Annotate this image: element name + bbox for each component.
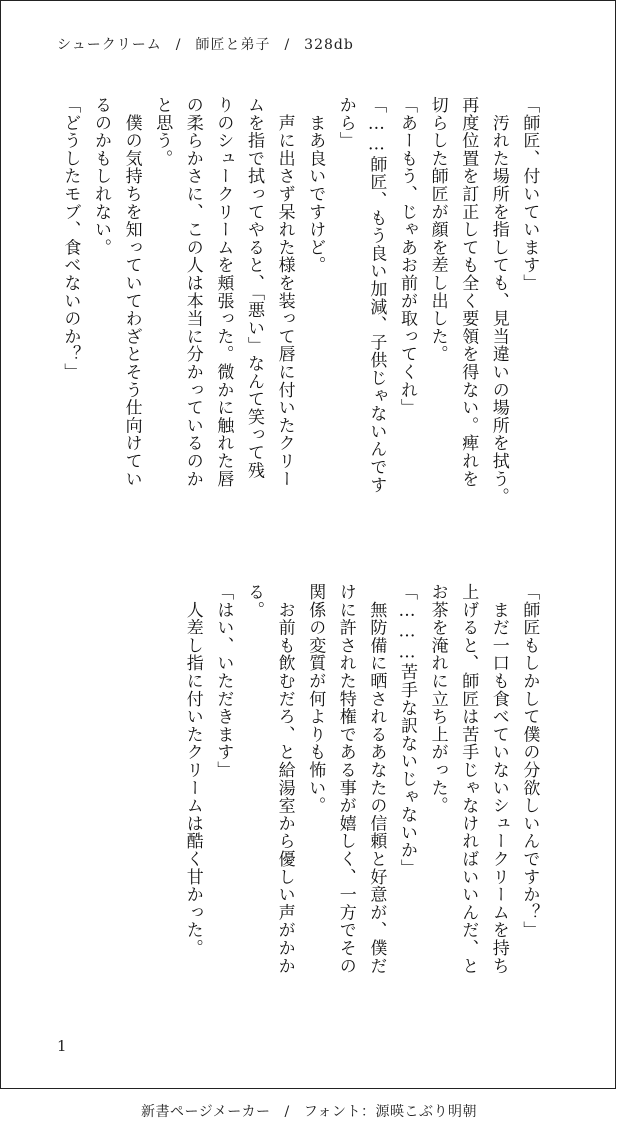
text-column: 汚れた場所を指しても、見当違いの場所を拭う。 <box>488 96 509 506</box>
text-column: ムを指で拭ってやると、「悪い」なんて笑って残 <box>244 96 264 480</box>
header-separator: / <box>284 37 291 53</box>
text-column <box>57 583 83 1063</box>
text-column: 声に出さず呆れた様を装って唇に付いたクリー <box>274 96 295 488</box>
text-column: と思う。 <box>152 96 173 168</box>
header-author: 328db <box>304 37 354 53</box>
text-column: 「はい、いただきます」 <box>213 583 234 779</box>
text-column: 無防備に晒されるあなたの信頼と好意が、僕だ <box>366 583 387 975</box>
text-column: 「………苦手な訳ないじゃないか」 <box>397 583 417 877</box>
text-column: る。 <box>244 583 264 619</box>
text-column: るのかもしれない。 <box>91 96 111 257</box>
text-column <box>88 583 114 1063</box>
footer-maker: 新書ページメーカー <box>140 1104 271 1120</box>
text-block-top <box>57 96 547 576</box>
text-column: 再度位置を訂正しても全く要領を得ない。痺れを <box>458 96 479 488</box>
footer-separator: / <box>284 1104 290 1120</box>
text-column: 「師匠もしかして僕の分欲しいんですか？」 <box>519 583 540 939</box>
page-footer <box>0 1101 618 1121</box>
text-column: お前も飲むだろ、と給湯室から優しい声がかか <box>274 583 295 975</box>
text-column: まあ良いですけど。 <box>305 96 326 274</box>
text-column: まだ一口も食べていないシュークリームを持ち <box>488 583 509 975</box>
text-column: 「……師匠、もう良い加減、子供じゃないんです <box>366 96 387 494</box>
text-column: 「師匠、付いています」 <box>519 96 540 292</box>
text-column: 「あーもう、じゃあお前が取ってくれ」 <box>397 96 417 417</box>
footer-font-label: フォント：源暎こぶり明朝 <box>303 1104 478 1120</box>
page-number: 1 <box>57 1037 67 1055</box>
text-column: りのシュークリームを頬張った。微かに触れた唇 <box>213 96 234 488</box>
text-column: 人差し指に付いたクリームは酷く甘かった。 <box>182 583 203 957</box>
header-title: シュークリーム <box>57 37 162 53</box>
page-header <box>57 34 354 54</box>
text-column: の柔らかさに、この人は本当に分かっているのか <box>182 96 203 488</box>
text-column: けに許された特権である事が嬉しく、一方でその <box>335 583 356 975</box>
header-subtitle: 師匠と弟子 <box>195 37 271 53</box>
text-column <box>149 583 175 1063</box>
text-column: 切らした師匠が顔を差し出した。 <box>427 96 448 363</box>
header-separator: / <box>175 37 182 53</box>
text-column: 関係の変質が何よりも怖い。 <box>305 583 326 815</box>
text-column: から」 <box>335 96 356 150</box>
text-column <box>119 583 145 1063</box>
text-column: 上げると、師匠は苦手じゃなければいいんだ、と <box>458 583 479 975</box>
text-column: 僕の気持ちを知っていてわざとそう仕向けてい <box>121 96 142 488</box>
text-block-bottom <box>57 583 547 1063</box>
text-column: お茶を淹れに立ち上がった。 <box>427 583 448 815</box>
text-column: 「どうしたモブ、食べないのか？」 <box>60 96 81 381</box>
